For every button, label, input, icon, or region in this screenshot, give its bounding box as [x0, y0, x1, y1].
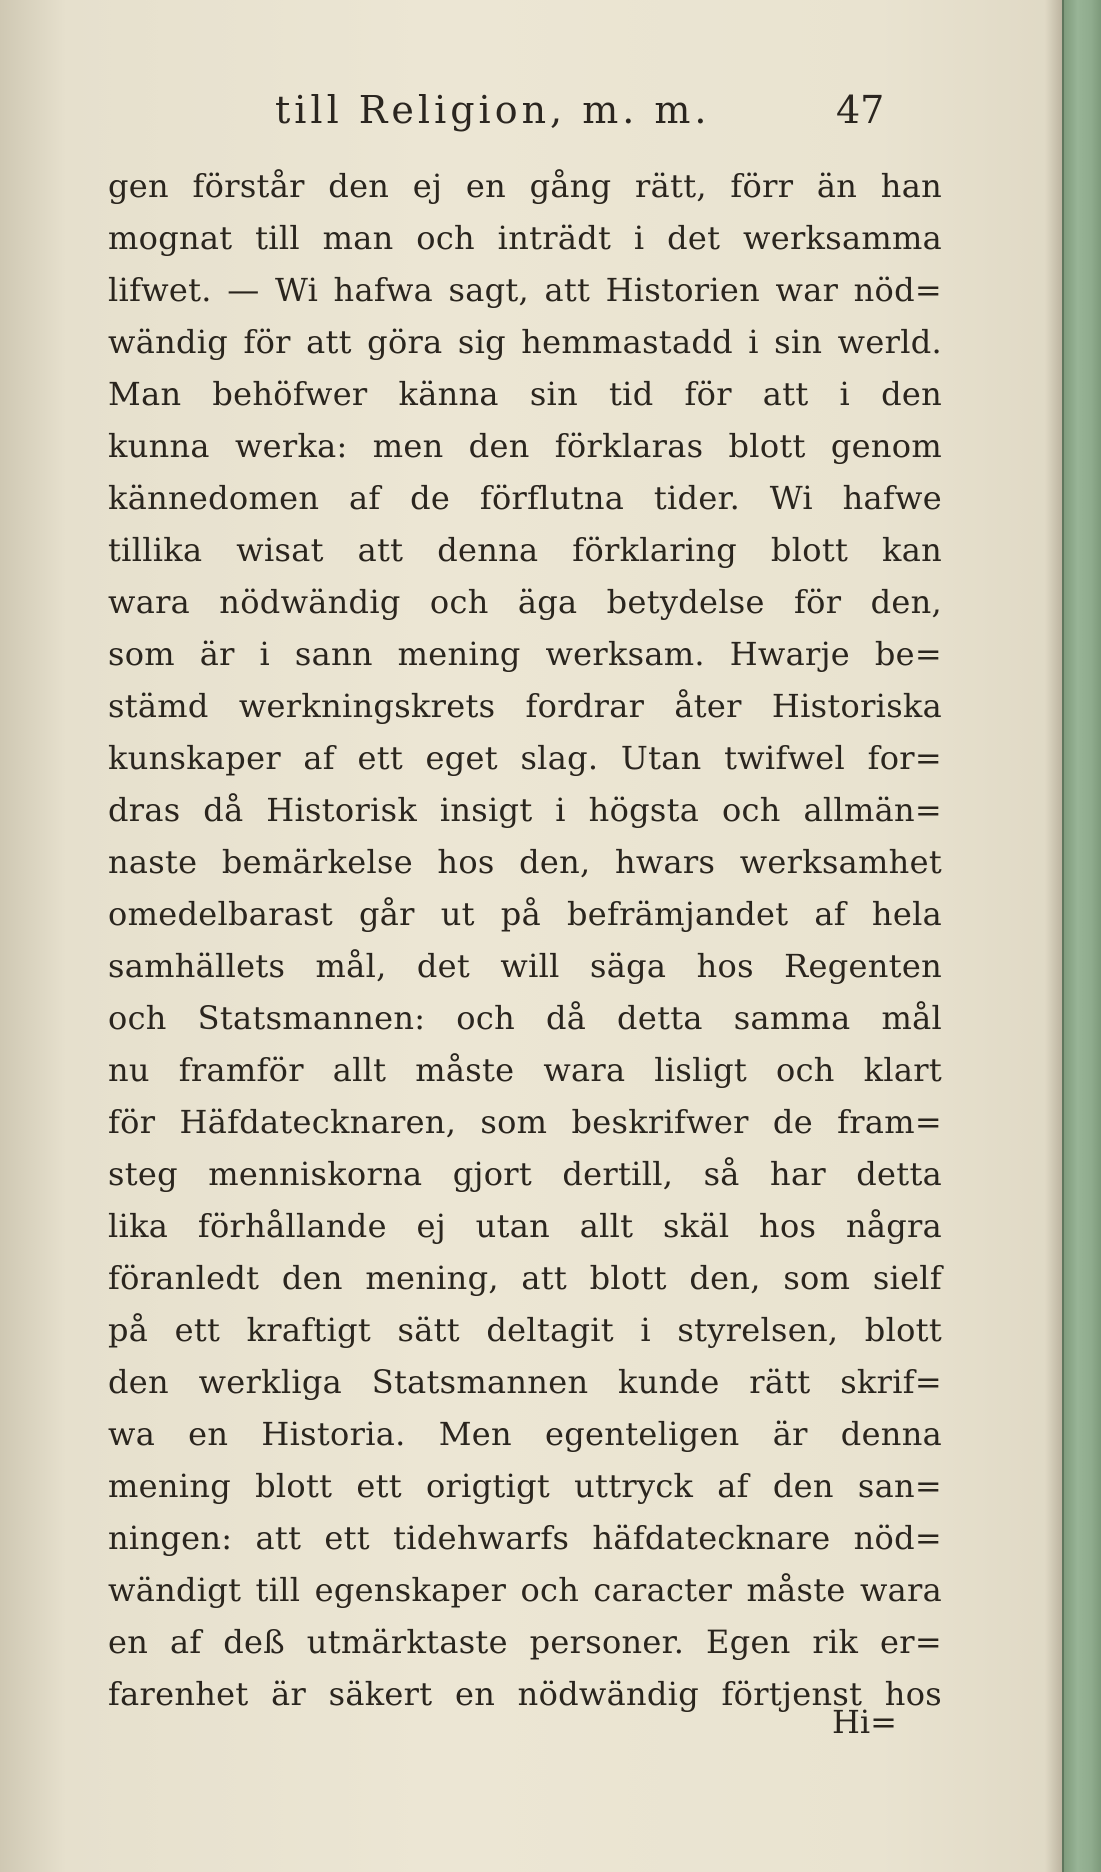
- text-line: tillika wisat att denna förklaring blott kan: [108, 531, 942, 569]
- text-line: lika förhållande ej utan allt skäl hos några: [108, 1207, 942, 1245]
- text-line: föranledt den mening, att blott den, som sielf: [108, 1259, 942, 1297]
- text-line: stämd werkningskrets fordrar åter Historiska: [108, 687, 942, 725]
- text-line: gen förstår den ej en gång rätt, förr än han: [108, 167, 942, 205]
- text-line: steg menniskorna gjort dertill, så har detta: [108, 1155, 942, 1193]
- text-line: kunna werka: men den förklaras blott genom: [108, 427, 942, 465]
- text-line: samhällets mål, det will säga hos Regenten: [108, 947, 942, 985]
- catchword: Hi=: [832, 1703, 897, 1741]
- text-line: kunskaper af ett eget slag. Utan twifwel for=: [108, 739, 942, 777]
- text-line: som är i sann mening werksam. Hwarje be=: [108, 635, 942, 673]
- text-line: omedelbarast går ut på befrämjandet af hela: [108, 895, 942, 933]
- body-text: [108, 160, 942, 1720]
- text-line: på ett kraftigt sätt deltagit i styrelsen, blott: [108, 1311, 942, 1349]
- book-cover-edge: [1062, 0, 1101, 1872]
- text-line: wara nödwändig och äga betydelse för den,: [108, 583, 942, 621]
- text-line: wändigt till egenskaper och caracter måste wara: [108, 1571, 942, 1609]
- text-line: wa en Historia. Men egenteligen är denna: [108, 1415, 942, 1453]
- text-line: lifwet. — Wi hafwa sagt, att Historien war nöd=: [108, 271, 942, 309]
- text-line: för Häfdatecknaren, som beskrifwer de fram=: [108, 1103, 942, 1141]
- text-line: ningen: att ett tidehwarfs häfdatecknare nöd=: [108, 1519, 942, 1557]
- text-line: naste bemärkelse hos den, hwars werksamhet: [108, 843, 942, 881]
- text-line: mening blott ett origtigt uttryck af den san=: [108, 1467, 942, 1505]
- text-line: mognat till man och inträdt i det werksamma: [108, 219, 942, 257]
- text-line: dras då Historisk insigt i högsta och allmän=: [108, 791, 942, 829]
- text-line: wändig för att göra sig hemmastadd i sin werld.: [108, 323, 942, 361]
- running-head: till Religion, m. m.: [275, 88, 711, 132]
- page-number: 47: [836, 88, 885, 132]
- text-line: den werkliga Statsmannen kunde rätt skrif=: [108, 1363, 942, 1401]
- text-line: nu framför allt måste wara lisligt och klart: [108, 1051, 942, 1089]
- text-line: farenhet är säkert en nödwändig förtjenst hos: [108, 1675, 942, 1713]
- text-line: kännedomen af de förflutna tider. Wi hafwe: [108, 479, 942, 517]
- text-line: Man behöfwer känna sin tid för att i den: [108, 375, 942, 413]
- text-line: en af deß utmärktaste personer. Egen rik er=: [108, 1623, 942, 1661]
- text-line: och Statsmannen: och då detta samma mål: [108, 999, 942, 1037]
